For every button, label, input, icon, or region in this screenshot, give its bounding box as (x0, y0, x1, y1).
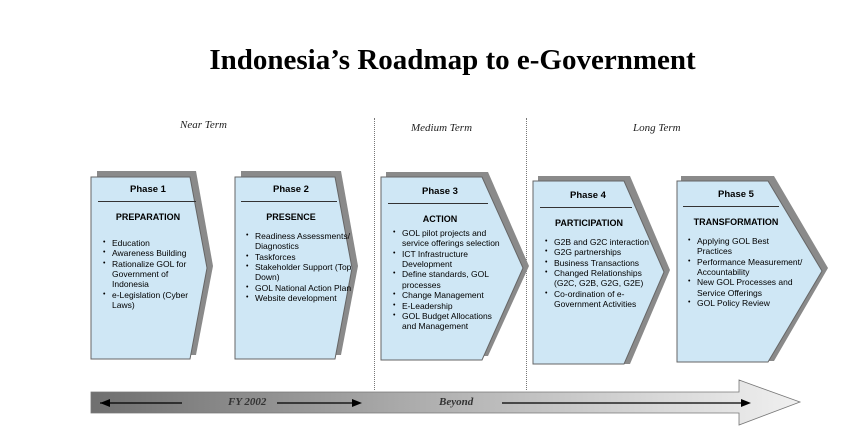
list-item: • Change Management (402, 290, 508, 300)
phase-4 (536, 183, 658, 310)
list-item: • Rationalize GOL for Government of Indonesia (112, 259, 202, 290)
list-item: • Stakeholder Support (Top Down) (255, 262, 361, 283)
phase-item-list (536, 237, 658, 310)
phase-item-list (237, 231, 361, 304)
list-item: • G2B and G2C interaction (554, 237, 658, 247)
phase-1 (94, 177, 202, 311)
phase-item-list (94, 238, 202, 311)
phase-3 (384, 179, 508, 332)
timeline-fy-label: FY 2002 (228, 396, 267, 408)
list-item: • Performance Measurement/ Accountability (697, 257, 805, 278)
list-item: • GOL pilot projects and service offerings selection (402, 228, 508, 249)
phase-label: Phase 4 (570, 190, 606, 201)
list-item: • Applying GOL Best Practices (697, 236, 805, 257)
near-term-label: Near Term (180, 119, 227, 131)
list-item: • Taskforces (255, 252, 361, 262)
medium-term-label: Medium Term (411, 122, 473, 134)
list-item: • Website development (255, 293, 361, 303)
phase-heading: ACTION (422, 214, 458, 225)
phase-heading: PARTICIPATION (555, 218, 623, 229)
list-item: • Readiness Assessments/ Diagnostics (255, 231, 361, 252)
phase-divider-line (683, 206, 779, 207)
phase-label: Phase 3 (422, 186, 458, 197)
list-item: • New GOL Processes and Service Offerings (697, 277, 805, 298)
phase-label: Phase 1 (130, 184, 166, 195)
list-item: • Co-ordination of e-Government Activities (554, 289, 658, 310)
phase-label: Phase 5 (718, 189, 754, 200)
list-item: • E-Leadership (402, 301, 508, 311)
phase-divider-line (241, 201, 337, 202)
page-title: Indonesia’s Roadmap to e-Government (209, 44, 696, 76)
phase-divider-line (540, 207, 632, 208)
list-item: • GOL Budget Allocations and Management (402, 311, 508, 332)
phase-5 (679, 182, 815, 309)
list-item: • e-Legislation (Cyber Laws) (112, 290, 202, 311)
timeline-beyond-label: Beyond (439, 396, 474, 408)
phase-item-list (679, 236, 805, 309)
list-item: • Business Transactions (554, 258, 658, 268)
phase-divider-line (388, 203, 488, 204)
phase-heading: PREPARATION (115, 212, 181, 223)
phase-label: Phase 2 (273, 184, 309, 195)
phase-heading: TRANSFORMATION (693, 217, 779, 228)
list-item: • ICT Infrastructure Development (402, 249, 508, 270)
list-item: • Education (112, 238, 202, 248)
phase-2 (237, 177, 361, 304)
list-item: • Changed Relationships (G2C, G2B, G2G, G2E) (554, 268, 658, 289)
list-item: • G2G partnerships (554, 247, 658, 257)
list-item: • Define standards, GOL processes (402, 269, 508, 290)
phase-item-list (384, 228, 508, 332)
phase-divider-line (98, 201, 196, 202)
list-item: • GOL National Action Plan (255, 283, 361, 293)
list-item: • GOL Policy Review (697, 298, 805, 308)
phase-heading: PRESENCE (266, 212, 316, 223)
long-term-label: Long Term (633, 122, 681, 134)
list-item: • Awareness Building (112, 248, 202, 258)
